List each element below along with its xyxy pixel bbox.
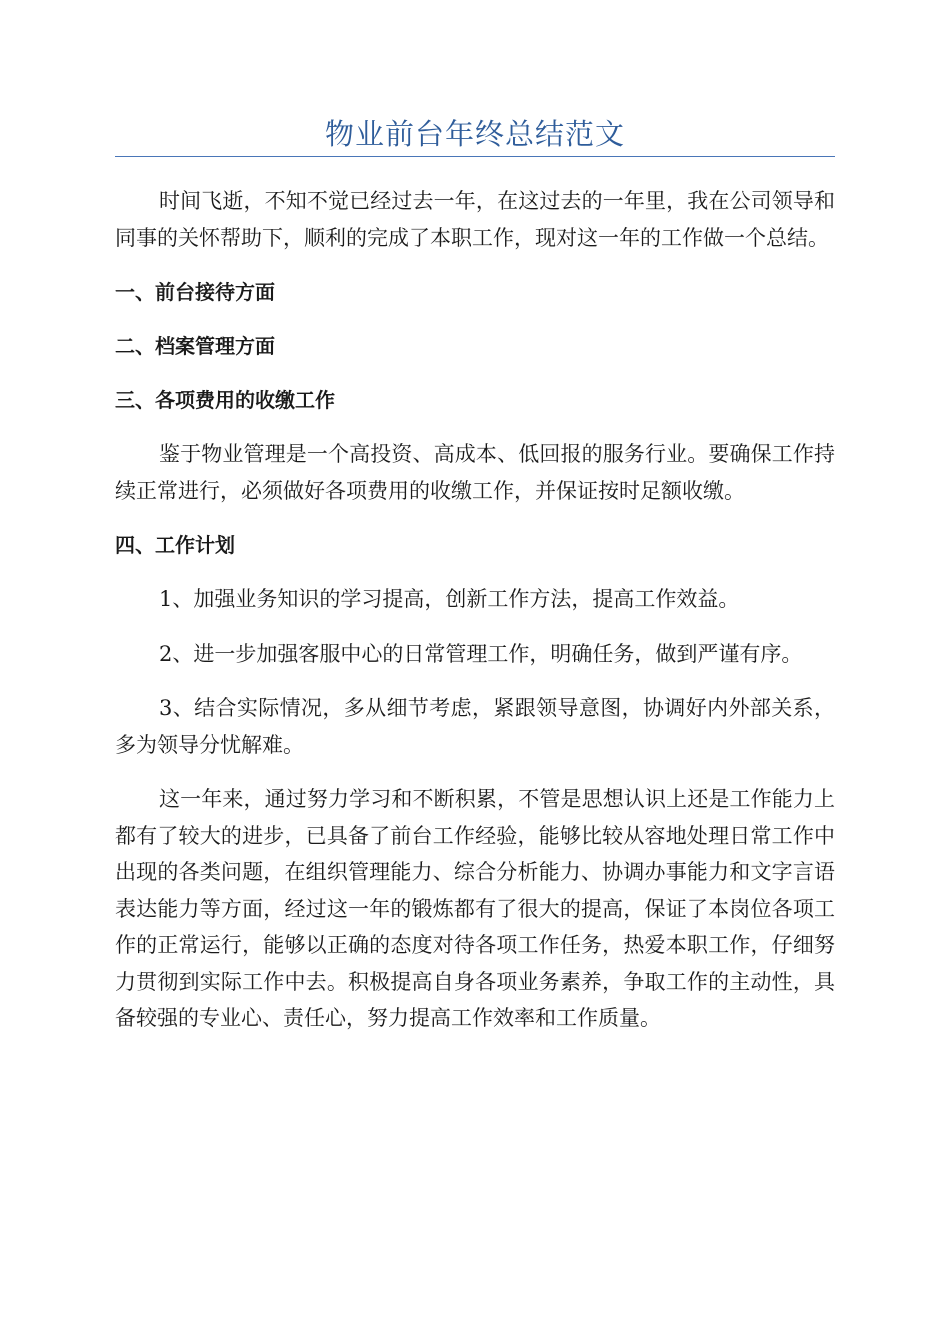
- intro-paragraph: 时间飞逝，不知不觉已经过去一年，在这过去的一年里，我在公司领导和同事的关怀帮助下，顺利的完成了本职工作，现对这一年的工作做一个总结。: [115, 189, 835, 250]
- plan-item-3: 3、结合实际情况，多从细节考虑，紧跟领导意图，协调好内外部关系，多为领导分忧解难。: [115, 696, 835, 757]
- section-heading-archives: 二、档案管理方面: [115, 334, 275, 358]
- title-underline: [115, 156, 835, 157]
- plan-item-1: 1、加强业务知识的学习提高，创新工作方法，提高工作效益。: [159, 587, 740, 611]
- section-heading-fees: 三、各项费用的收缴工作: [115, 388, 335, 412]
- document-page: [115, 112, 835, 1037]
- plan-item-2: 2、进一步加强客服中心的日常管理工作，明确任务，做到严谨有序。: [159, 641, 803, 666]
- section-heading-plan: 四、工作计划: [115, 533, 235, 557]
- document-title: 物业前台年终总结范文: [324, 117, 625, 151]
- section-heading-reception: 一、前台接待方面: [115, 280, 275, 304]
- conclusion-paragraph: 这一年来，通过努力学习和不断积累，不管是思想认识上还是工作能力上都有了较大的进步，已具备了前台工作经验，能够比较从容地处理日常工作中出现的各类问题，在组织管理能力、综合分析能力、协调办事能力和文字言语表达能力等方面，经过这一年的锻炼都有了很大的提高，保证了本岗位各项工作的正常运行，能够以正确的态度对待各项工作任务，热爱本职工作，仔细努力贯彻到实际工作中去。积极提高自身各项业务素养，争取工作的主动性，具备较强的专业心、责任心，努力提高工作效率和工作质量。: [115, 787, 835, 1030]
- fees-paragraph: 鉴于物业管理是一个高投资、高成本、低回报的服务行业。要确保工作持续正常进行，必须做好各项费用的收缴工作，并保证按时足额收缴。: [115, 442, 835, 503]
